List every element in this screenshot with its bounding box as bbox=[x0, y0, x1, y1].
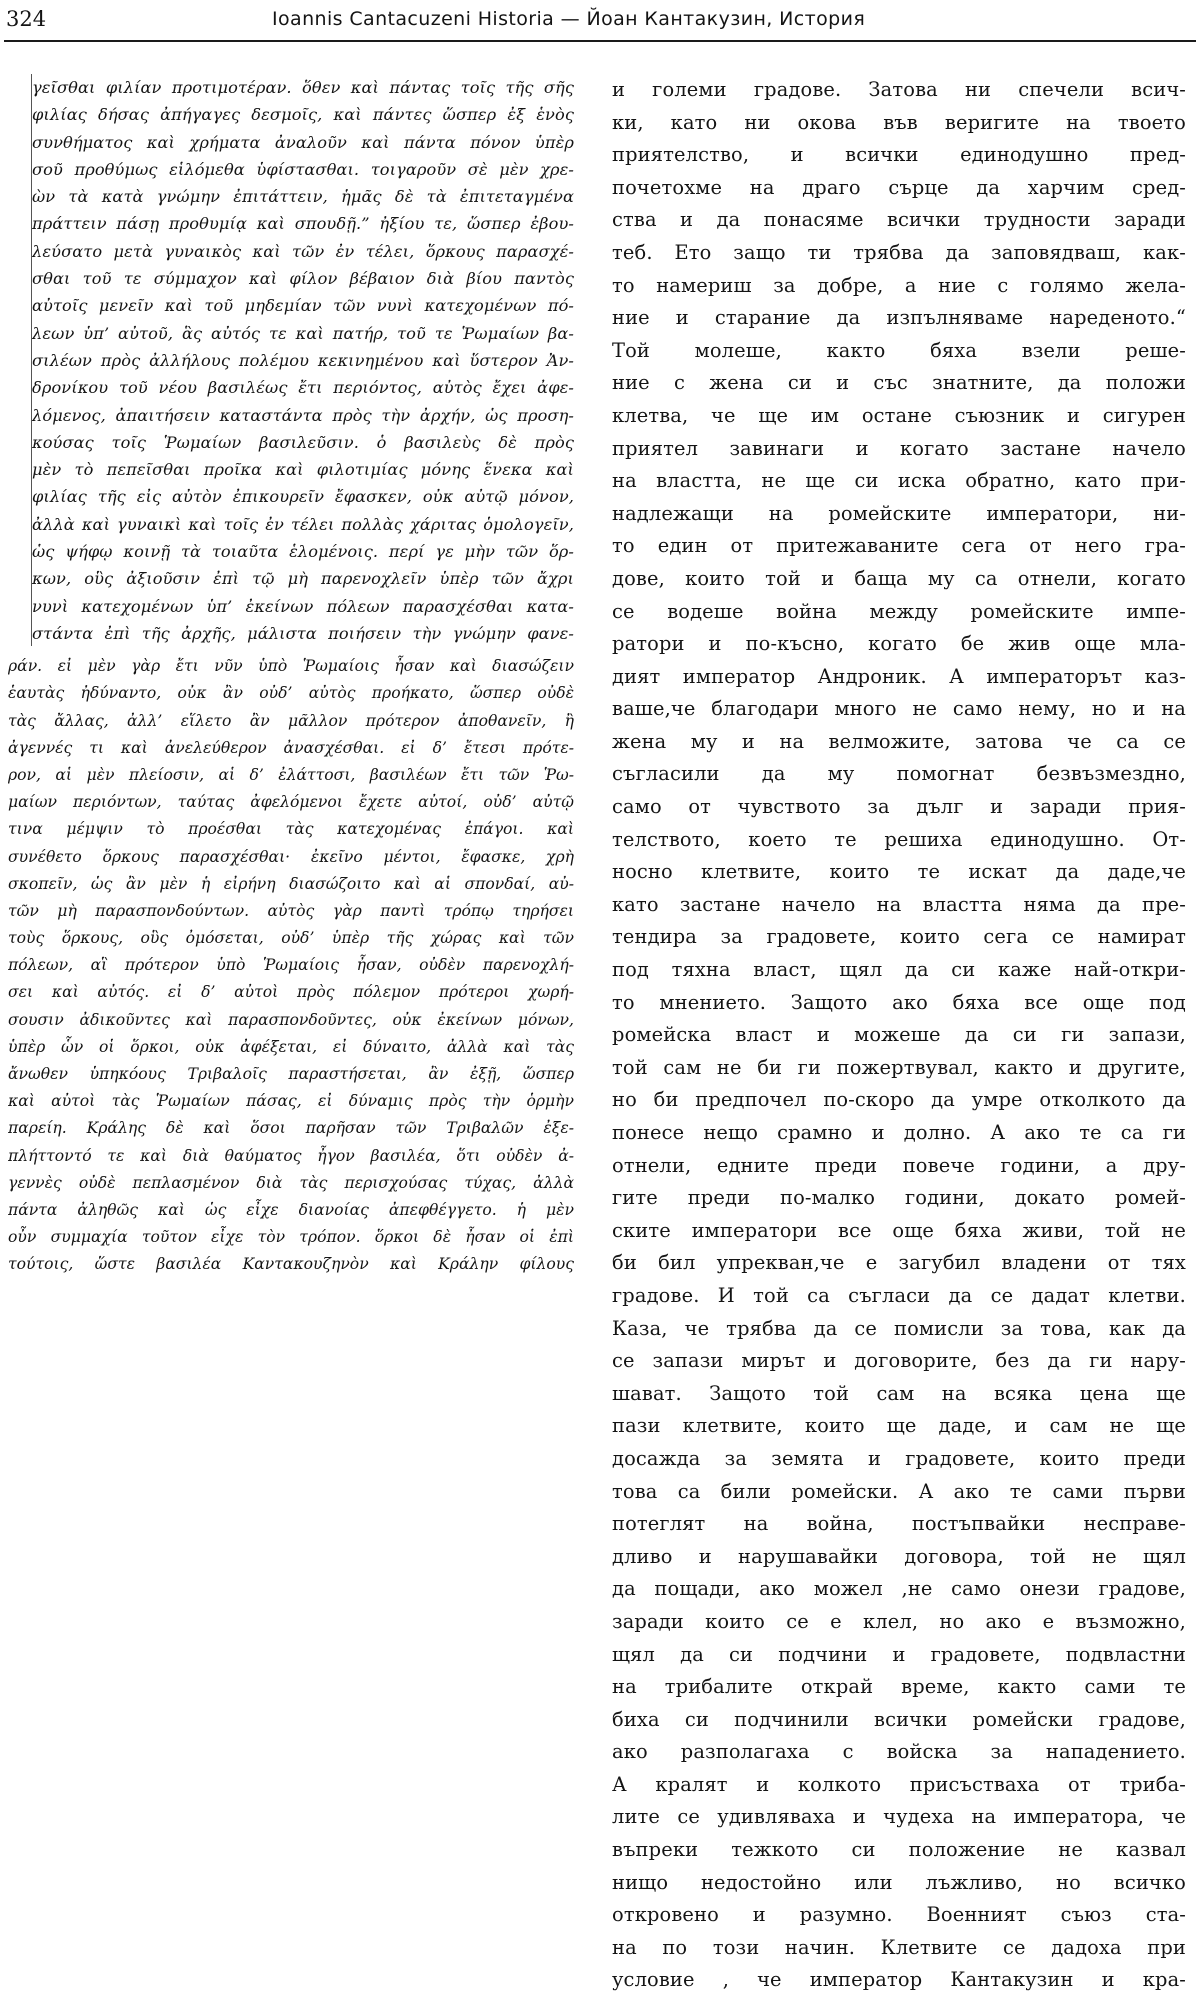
translation-line: и големи градове. Затова ни спечели всич- bbox=[612, 78, 1186, 101]
greek-line: κων, οὓς ἀξιοῦσιν ἐπὶ τῷ μὴ παρενοχλεῖν ὑπὲρ τῶν ἄχρι bbox=[32, 569, 574, 589]
translation-line: нищо недостойно или лъжливо, но всичко bbox=[612, 1870, 1186, 1894]
translation-line: А кралят и колкото присъстваха от триба- bbox=[612, 1772, 1186, 1796]
translation-line: надлежащи на ромейските императори, ни- bbox=[612, 501, 1186, 525]
translation-line: ки, като ни окова във веригите на твоето bbox=[612, 110, 1186, 134]
greek-line: νυνὶ κατεχομένων ὑπ’ ἐκείνων πόλεων παρασχέσθαι κατα- bbox=[32, 596, 574, 616]
translation-line: Каза, че трябва да се помисли за това, как да bbox=[612, 1316, 1186, 1340]
greek-line: τοὺς ὅρκους, οὓς ὀμόσεται, οὐδ’ ὑπὲρ τῆς χώρας καὶ τῶν bbox=[8, 929, 574, 948]
translation-line: щял да си подчини и градовете, подвластни bbox=[612, 1642, 1186, 1666]
translation-line: на властта, не ще си иска обратно, като при- bbox=[612, 469, 1186, 493]
greek-line: ἑαυτὰς ἠδύναντο, οὐκ ἂν οὐδ’ αὐτὸς προήκατο, ὥσπερ οὐδὲ bbox=[8, 684, 574, 703]
translation-line: на трибалите открай време, както сами те bbox=[612, 1675, 1186, 1699]
translation-line: ромейска власт и можеше да си ги запази, bbox=[612, 1023, 1186, 1047]
greek-line: μὲν τὸ πεπεῖσθαι προῖκα καὶ φιλοτιμίας μόνης ἕνεκα καὶ bbox=[32, 460, 574, 480]
translation-line: да пощади, ако можел ,не само онези градове, bbox=[612, 1577, 1186, 1601]
greek-line: σουσιν ἀδικοῦντες καὶ παρασπονδοῦντες, οὐκ ἐκείνων μόνων, bbox=[8, 1010, 574, 1029]
translation-line: телството, което те решиха единодушно. От- bbox=[612, 827, 1186, 851]
translation-line: отнели, едните преди повече години, а дру- bbox=[612, 1153, 1186, 1177]
translation-line: заради които се е клел, но ако е възможно, bbox=[612, 1609, 1186, 1633]
translation-line: под тяхна власт, щял да си каже най-откри- bbox=[612, 958, 1186, 982]
translation-line: жена му и на велможите, затова че са се bbox=[612, 729, 1186, 753]
translation-line: дливо и нарушавайки договора, той не щял bbox=[612, 1544, 1186, 1568]
greek-line: αὐτοῖς μενεῖν καὶ τοῦ μηδεμίαν τῶν νυνὶ κατεχομένων πό- bbox=[32, 296, 574, 316]
greek-line: πλήττοντό τε καὶ διὰ θαύματος ἦγον βασιλέα, ὅτι οὐδὲν ἀ- bbox=[8, 1146, 574, 1165]
greek-line: πόλεων, αἳ πρότερον ὑπὸ Ῥωμαίοις ἦσαν, οὐδὲν παρενοχλή- bbox=[8, 956, 574, 975]
greek-line: δρονίκου τοῦ νέου βασιλέως ἔτι περιόντος, αὐτὸς ἔχει ἀφε- bbox=[32, 378, 574, 398]
greek-line: λεύσατο μετὰ γυναικὸς καὶ τῶν ἐν τέλει, ὅρκους παρασχέ- bbox=[32, 241, 574, 261]
greek-line: ἄνωθεν ὑπηκόους Τριβαλοῖς παραστήσεται, ἂν ἐξῇ, ὥσπερ bbox=[8, 1065, 574, 1084]
greek-line: κούσας τοῖς Ῥωμαίων βασιλεῦσιν. ὁ βασιλεὺς δὲ πρὸς bbox=[32, 432, 574, 452]
greek-paragraph-2 bbox=[8, 653, 574, 1278]
greek-line: ὼν τὰ κατὰ γνώμην ἐπιτάττειν, ἡμᾶς δὲ τὰ ἐπιτεταγμένα bbox=[32, 187, 574, 207]
translation-line: условие , че император Кантакузин и кра- bbox=[612, 1968, 1186, 1992]
translation-line: приятел завинаги и когато застане начело bbox=[612, 436, 1186, 460]
translation-line: ства и да понасяме всички трудности заради bbox=[612, 208, 1186, 232]
translation-line: като застане начело на властта няма да пре- bbox=[612, 892, 1186, 916]
translation-line: то намериш за добре, а ние с голямо жела- bbox=[612, 273, 1186, 297]
translation-line: ние с жена си и със знатните, да положи bbox=[612, 371, 1186, 395]
header-rule bbox=[4, 40, 1196, 42]
translation-line: тендира за градовете, които сега се намират bbox=[612, 925, 1186, 949]
greek-line: στάντα ἐπὶ τῆς ἀρχῆς, μάλιστα ποιήσειν τὴν γνώμην φανε- bbox=[32, 623, 574, 643]
greek-line: συνθήματος καὶ χρήματα ἀναλοῦν καὶ πάντα πόνον ὑπὲρ bbox=[32, 132, 574, 152]
translation-line: досажда за земята и градовете, които преди bbox=[612, 1446, 1186, 1470]
greek-line: τούτοις, ὥστε βασιλέα Καντακουζηνὸν καὶ Κράλην φίλους bbox=[8, 1255, 574, 1274]
translation-line: то мнението. Защото ако бяха все още под bbox=[612, 990, 1186, 1014]
translation-line: почетохме на драго сърце да харчим сред- bbox=[612, 175, 1186, 199]
translation-line: приятелство, и всички единодушно пред- bbox=[612, 143, 1186, 167]
translation-line: носно клетвите, които те искат да даде,че bbox=[612, 860, 1186, 884]
translation-line: би бил упрекван,че е загубил владени от тях bbox=[612, 1251, 1186, 1275]
translation-line: ските императори все още бяха живи, той не bbox=[612, 1218, 1186, 1242]
greek-line: σιλέων πρὸς ἀλλήλους πολέμου κεκινημένου καὶ ὕστερον Ἀν- bbox=[32, 350, 574, 370]
translation-line: той сам не би ги пожертвувал, както и другите, bbox=[612, 1055, 1186, 1079]
translation-line: пази клетвите, които ще даде, и сам не ще bbox=[612, 1414, 1186, 1438]
translation-line: въпреки тежкото си положение не казвал bbox=[612, 1838, 1186, 1862]
greek-line: γεῖσθαι φιλίαν προτιμοτέραν. ὅθεν καὶ πάντας τοῖς τῆς σῆς bbox=[32, 78, 574, 97]
translation-line: дове, които той и баща му са отнели, когато bbox=[612, 566, 1186, 590]
greek-line: τὰς ἄλλας, ἀλλ’ εἵλετο ἂν μᾶλλον πρότερον ἀποθανεῖν, ἢ bbox=[8, 711, 574, 730]
translation-line: това са били ромейски. А ако те сами първи bbox=[612, 1479, 1186, 1503]
translation-line: откровено и разумно. Военният съюз ста- bbox=[612, 1903, 1186, 1927]
greek-line: λεων ὑπ’ αὐτοῦ, ἃς αὐτός τε καὶ πατήρ, τοῦ τε Ῥωμαίων βα- bbox=[32, 323, 574, 343]
translation-line: шават. Защото той сам на всяка цена ще bbox=[612, 1381, 1186, 1405]
greek-line: φιλίας τῆς εἰς αὐτὸν ἐπικουρεῖν ἔφασκεν, οὐκ αὐτῷ μόνον, bbox=[32, 487, 574, 507]
page-header bbox=[0, 0, 1200, 42]
translation-line: ваше,че благодари много не само нему, но и на bbox=[612, 697, 1186, 721]
translation-line: то един от притежаваните сега от него гра- bbox=[612, 534, 1186, 558]
translation-line: но би предпочел по-скоро да умре отколкото да bbox=[612, 1088, 1186, 1112]
greek-line: καὶ αὐτοὶ τὰς Ῥωμαίων πάσας, εἰ δύναμις πρὸς τὴν ὁρμὴν bbox=[8, 1092, 574, 1111]
translation-line: се запази мирът и договорите, без да ги нару- bbox=[612, 1349, 1186, 1373]
greek-line: τῶν μὴ παρασπονδούντων. αὐτὸς γὰρ παντὶ τρόπῳ τηρήσει bbox=[8, 901, 574, 920]
translation-line: потеглят на война, постъпвайки несправе- bbox=[612, 1512, 1186, 1536]
page-number: 324 bbox=[6, 7, 47, 31]
translation-line: само от чувството за дълг и заради прия- bbox=[612, 795, 1186, 819]
translation-line: клетва, че ще им остане съюзник и сигурен bbox=[612, 403, 1186, 427]
running-title: Ioannis Cantacuzeni Historia — Йоан Кантакузин, История bbox=[272, 8, 866, 30]
greek-line: πράττειν πάσῃ προθυμίᾳ καὶ σπουδῇ.” ἠξίου τε, ὥσπερ ἐβου- bbox=[32, 214, 574, 234]
greek-line: σει καὶ αὐτός. εἰ δ’ αὐτοὶ πρὸς πόλεμον πρότεροι χωρή- bbox=[8, 983, 574, 1002]
greek-line: ὑπὲρ ὧν οἱ ὅρκοι, οὐκ ἀφέξεται, εἰ δύναιτο, ἀλλὰ καὶ τὰς bbox=[8, 1037, 574, 1056]
greek-line: τινα μέμψιν τὸ προέσθαι τὰς κατεχομένας ἐπάγοι. καὶ bbox=[8, 820, 574, 839]
greek-line: σοῦ προθύμως εἱλόμεθα ὑφίστασθαι. τοιγαροῦν σὲ μὲν χρε- bbox=[32, 159, 574, 179]
greek-line: ρον, αἱ μὲν πλείοσιν, αἱ δ’ ἐλάττοσι, βασιλέων ἔτι τῶν Ῥω- bbox=[8, 765, 574, 784]
translation-line: дият император Андроник. А императорът каз- bbox=[612, 664, 1186, 688]
translation-line: биха си подчинили всички ромейски градове, bbox=[612, 1707, 1186, 1731]
greek-text-column bbox=[8, 74, 574, 1274]
translation-line: лите се удивляваха и чудеха на императора, че bbox=[612, 1805, 1186, 1829]
greek-line: πάντα ἀληθῶς καὶ ὡς εἶχε διανοίας ἀπεφθέγγετο. ἡ μὲν bbox=[8, 1200, 574, 1219]
greek-line: ὡς ψήφῳ κοινῇ τὰ τοιαῦτα ἑλομένοις. περί γε μὴν τῶν ὅρ- bbox=[32, 542, 574, 562]
translation-line: понесе нещо срамно и долно. А ако те са ги bbox=[612, 1121, 1186, 1144]
greek-line: ἀλλὰ καὶ γυναικὶ καὶ τοῖς ἐν τέλει πολλὰς χάριτας ὁμολογεῖν, bbox=[32, 514, 574, 534]
greek-line: συνέθετο ὅρκους παρασχέσθαι· ἐκεῖνο μέντοι, ἔφασκε, χρὴ bbox=[8, 847, 574, 866]
translation-line: на по този начин. Клетвите се дадоха при bbox=[612, 1935, 1186, 1959]
greek-line: ράν. εἰ μὲν γὰρ ἔτι νῦν ὑπὸ Ῥωμαίοις ἦσαν καὶ διασώζειν bbox=[8, 657, 574, 676]
translation-line: се водеше война между ромейските импе- bbox=[612, 599, 1186, 623]
greek-line: γεννὲς οὐδὲ πεπλασμένον διὰ τὰς περισχούσας τύχας, ἀλλὰ bbox=[8, 1173, 574, 1192]
translation-line: гите преди по-малко години, докато ромей- bbox=[612, 1186, 1186, 1210]
greek-line: παρείη. Κράλης δὲ καὶ ὅσοι παρῆσαν τῶν Τριβαλῶν ἐξε- bbox=[8, 1119, 574, 1138]
greek-line: οὖν συμμαχία τοῦτον εἶχε τὸν τρόπον. ὅρκοι δὲ ἦσαν οἱ ἐπὶ bbox=[8, 1228, 574, 1247]
greek-line: φιλίας δήσας ἀπήγαγες δεσμοῖς, καὶ πάντες ὥσπερ ἐξ ἑνὸς bbox=[32, 105, 574, 125]
greek-line: σθαι τοῦ τε σύμμαχον καὶ φίλον βέβαιον διὰ βίου παντὸς bbox=[32, 269, 574, 289]
translation-line: градове. И той са съгласи да се дадат клетви. bbox=[612, 1283, 1186, 1307]
greek-paragraph-1 bbox=[8, 74, 574, 647]
greek-line: μαίων περιόντων, ταύτας ἀφελόμενοι ἔχετε αὐτοί, οὐδ’ αὐτῷ bbox=[8, 793, 574, 812]
translation-line: съгласили да му помогнат безвъзмездно, bbox=[612, 762, 1186, 786]
translation-line: Той молеше, както бяха взели реше- bbox=[612, 338, 1186, 362]
bulgarian-translation-column bbox=[612, 74, 1186, 1992]
translation-line: ако разполагаха с войска за нападението. bbox=[612, 1740, 1186, 1764]
greek-line: ἀγεννές τι καὶ ἀνελεύθερον ἀνασχέσθαι. εἰ δ’ ἔτεσι πρότε- bbox=[8, 738, 574, 757]
margin-bracket-mark bbox=[31, 74, 32, 646]
greek-line: λόμενος, ἀπαιτήσειν καταστάντα πρὸς τὴν ἀρχήν, ὡς προση- bbox=[32, 405, 574, 425]
translation-line: ние и старание да изпълняваме нареденото.“ bbox=[612, 306, 1186, 330]
translation-line: ратори и по-късно, когато бе жив още мла- bbox=[612, 632, 1186, 656]
translation-line: теб. Ето защо ти трябва да заповядваш, как- bbox=[612, 240, 1186, 264]
greek-line: σκοπεῖν, ὡς ἂν μὲν ἡ εἰρήνη διασώζοιτο καὶ αἱ σπονδαί, αὐ- bbox=[8, 874, 574, 893]
